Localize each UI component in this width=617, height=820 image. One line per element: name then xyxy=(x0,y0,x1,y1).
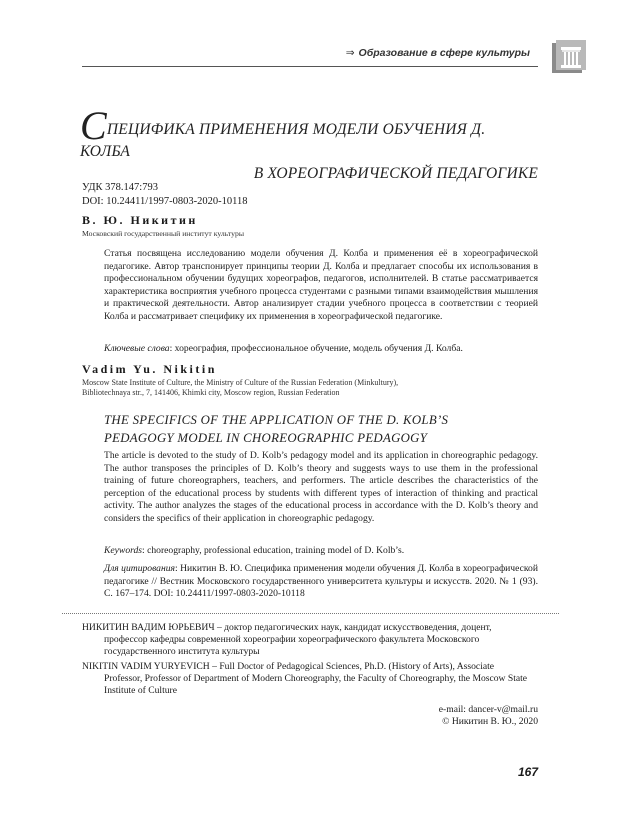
header-rule xyxy=(82,66,538,67)
section-label: Образование в сфере культуры xyxy=(358,47,530,59)
title-ru-line2: В ХОРЕОГРАФИЧЕСКОЙ ПЕДАГОГИКЕ xyxy=(253,165,538,182)
article-title-en xyxy=(104,411,538,447)
citation-text: : Никитин В. Ю. Специфика применения модели обучения Д. Колба в хореографической педагогике // Вестник Московского государственного университета культуры и искусств. 2020. № 1 (93). С. 167–174. DOI: 10.24411/1997-0803-2020-10118 xyxy=(104,563,538,599)
keywords-en-label: Keywords xyxy=(104,545,143,556)
title-ru-line1: ПЕЦИФИКА ПРИМЕНЕНИЯ МОДЕЛИ ОБУЧЕНИЯ Д. КОЛБА xyxy=(80,121,486,160)
keywords-ru xyxy=(104,343,538,355)
contact-block xyxy=(439,704,538,728)
bio-ru-rest: профессор кафедры современной хореографии хореографического факультета Московского государственного института культуры xyxy=(104,633,480,657)
abstract-en: The article is devoted to the study of D. Kolb’s pedagogy model and its application in choreographic pedagogy. The author transposes the principles of D. Kolb’s theory and suggests ways to use them in the professional training of future choreographers, teachers, and performers. The article describes the characteristics of the perception of the educational process by students with different types of interaction of thinking and practical activity. The author analyzes the stages of the educational process in accordance with the D. Kolb’s theory and considers the specifics of their application in choreographic pedagogy. xyxy=(104,450,538,524)
affiliation-ru: Московский государственный институт культуры xyxy=(82,229,244,238)
page-number: 167 xyxy=(517,765,538,779)
bio-en xyxy=(82,661,538,696)
affiliation-en-line1: Moscow State Institute of Culture, the Ministry of Culture of the Russian Federation (Minkultury), xyxy=(82,378,399,387)
title-en-line1: THE SPECIFICS OF THE APPLICATION OF THE D. KOLB’S xyxy=(104,413,449,427)
email: e-mail: dancer-v@mail.ru xyxy=(438,704,538,715)
title-dropcap: С xyxy=(80,103,107,148)
dotted-divider xyxy=(62,613,559,614)
copyright: © Никитин В. Ю., 2020 xyxy=(442,716,538,727)
title-en-line2: PEDAGOGY MODEL IN CHOREOGRAPHIC PEDAGOGY xyxy=(104,431,428,445)
citation-label: Для цитирования xyxy=(104,563,175,574)
bio-ru-first: НИКИТИН ВАДИМ ЮРЬЕВИЧ – доктор педагогических наук, кандидат искусствоведения, доцент, xyxy=(82,622,492,633)
bio-en-rest: Professor, Professor of Department of Modern Choreography, the Faculty of Choreography, the Moscow State Institute of Culture xyxy=(104,672,528,696)
running-header xyxy=(82,40,538,76)
section-title xyxy=(346,47,530,59)
column-logo-icon xyxy=(552,40,586,74)
affiliation-en xyxy=(82,378,542,398)
affiliation-en-line2: Bibliotechnaya str., 7, 141406, Khimki city, Moscow region, Russian Federation xyxy=(82,388,340,397)
doi: DOI: 10.24411/1997-0803-2020-10118 xyxy=(82,196,248,207)
arrow-icon: ⇒ xyxy=(345,47,355,59)
article-meta xyxy=(82,181,247,209)
article-title-ru xyxy=(80,103,538,185)
citation xyxy=(104,563,538,601)
bio-ru xyxy=(82,622,538,657)
keywords-ru-text: : хореография, профессиональное обучение, модель обучения Д. Колба. xyxy=(169,343,463,354)
keywords-en-text: : choreography, professional education, training model of D. Kolb’s. xyxy=(142,545,405,556)
keywords-ru-label: Ключевые слова xyxy=(104,343,170,354)
abstract-ru: Статья посвящена исследованию модели обучения Д. Колба и применения её в хореографической педагогике. Автор транспонирует принципы теории Д. Колба и предлагает способы их использования в профессиональном обучении будущих хореографов, педагогов, исполнителей. В статье рассматривается характеристика восприятия учебного процесса студентами с разными типами взаимодействия мышления и практической деятельности. Автор анализирует стадии учебного процесса в соответствии с теорией Колба и рассматривает специфику их применения в хореографической педагогике. xyxy=(104,248,538,322)
author-ru: В. Ю. Никитин xyxy=(82,213,198,227)
udk: УДК 378.147:793 xyxy=(82,182,158,193)
keywords-en xyxy=(104,545,538,557)
bio-en-first: NIKITIN VADIM YURYEVICH – Full Doctor of Pedagogical Sciences, Ph.D. (History of Arts), Associate xyxy=(82,661,495,672)
author-en: Vadim Yu. Nikitin xyxy=(82,362,217,376)
